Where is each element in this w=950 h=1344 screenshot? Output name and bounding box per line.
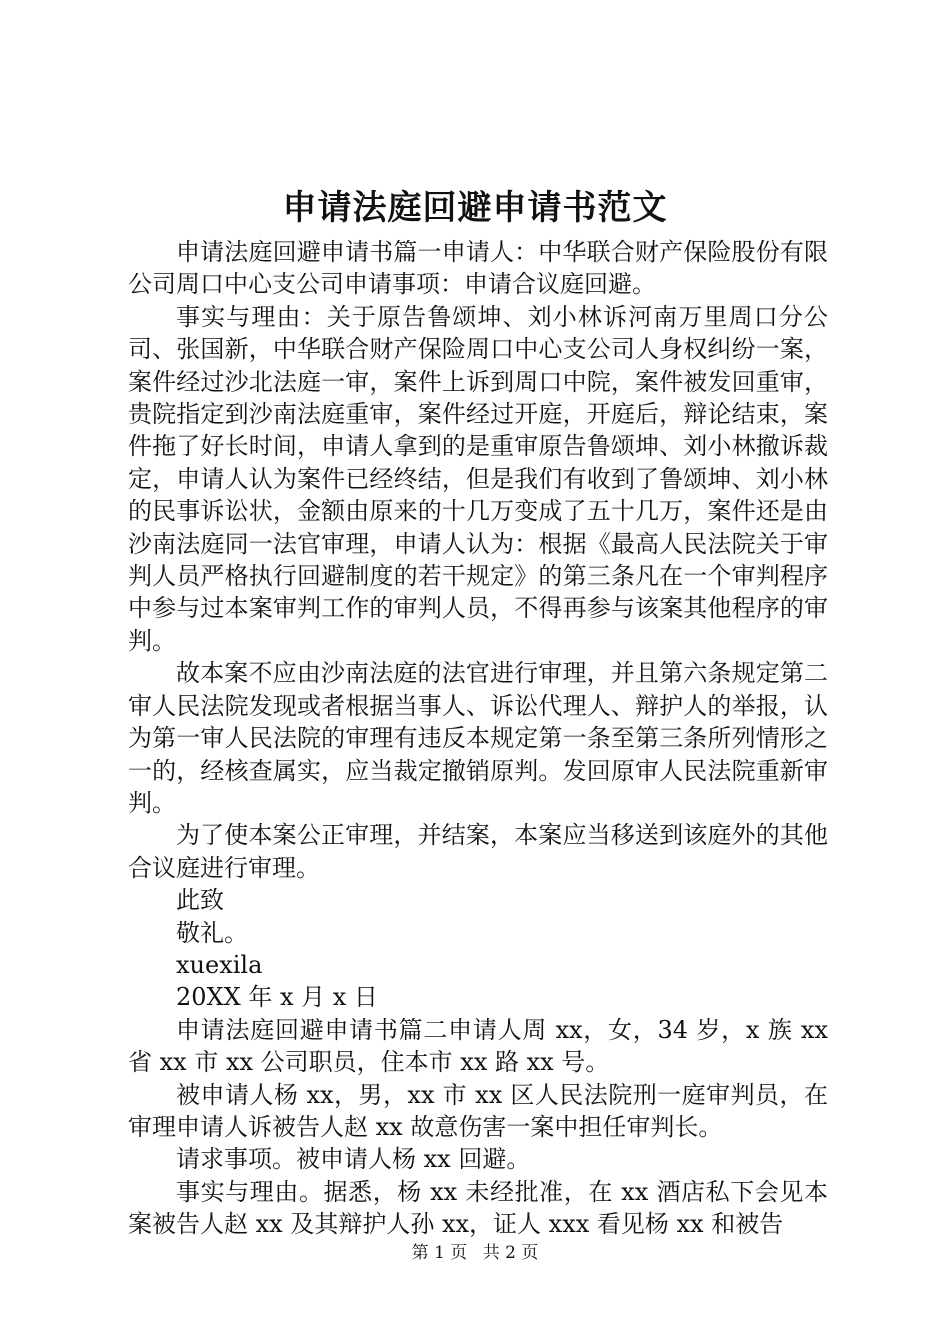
paragraph: 故本案不应由沙南法庭的法官进行审理，并且第六条规定第二审人民法院发现或者根据当事人、诉讼代理人、辩护人的举报，认为第一审人民法院的审理有违反本规定第一条至第三条所列情形之一的，经核查属实，应当裁定撤销原判。发回原审人民法院重新审判。	[128, 659, 828, 817]
paragraph: 为了使本案公正审理，并结案，本案应当移送到该庭外的其他合议庭进行审理。	[128, 821, 828, 882]
document-title: 申请法庭回避申请书范文	[282, 188, 668, 228]
paragraph: 申请法庭回避申请书篇二申请人周 xx，女，34 岁，x 族 xx 省 xx 市 xx 公司职员，住本市 xx 路 xx 号。	[128, 1015, 828, 1077]
paragraph: 事实与理由。据悉，杨 xx 未经批准，在 xx 酒店私下会见本案被告人赵 xx 及其辩护人孙 xx，证人 xxx 看见杨 xx 和被告	[128, 1177, 828, 1239]
closing-line: xuexila	[176, 950, 263, 979]
document-body	[128, 236, 828, 1241]
paragraph: 被申请人杨 xx，男，xx 市 xx 区人民法院刑一庭审判员，在审理申请人诉被告人赵 xx 故意伤害一案中担任审判长。	[128, 1080, 828, 1141]
paragraph: 申请法庭回避申请书篇一申请人：中华联合财产保险股份有限公司周口中心支公司申请事项：申请合议庭回避。	[128, 238, 828, 299]
closing-line: 此致	[176, 886, 224, 915]
closing-line: 敬礼。	[176, 918, 248, 947]
page-footer	[0, 1242, 950, 1264]
page-total: 共 2 页	[482, 1243, 539, 1263]
closing-date: 20XX 年 x 月 x 日	[176, 983, 378, 1012]
paragraph: 请求事项。被申请人杨 xx 回避。	[176, 1145, 531, 1174]
page-number: 第 1 页	[411, 1243, 468, 1263]
paragraph: 事实与理由：关于原告鲁颂坤、刘小林诉河南万里周口分公司、张国新，中华联合财产保险周口中心支公司人身权纠纷一案，案件经过沙北法庭一审，案件上诉到周口中院，案件被发回重审，贵院指定到沙南法庭重审，案件经过开庭，开庭后，辩论结束，案件拖了好长时间，申请人拿到的是重审原告鲁颂坤、刘小林撤诉裁定，申请人认为案件已经终结，但是我们有收到了鲁颂坤、刘小林的民事诉讼状，金额由原来的十几万变成了五十几万，案件还是由沙南法庭同一法官审理，申请人认为：根据《最高人民法院关于审判人员严格执行回避制度的若干规定》的第三条凡在一个审判程序中参与过本案审判工作的审判人员，不得再参与该案其他程序的审判。	[128, 302, 828, 655]
